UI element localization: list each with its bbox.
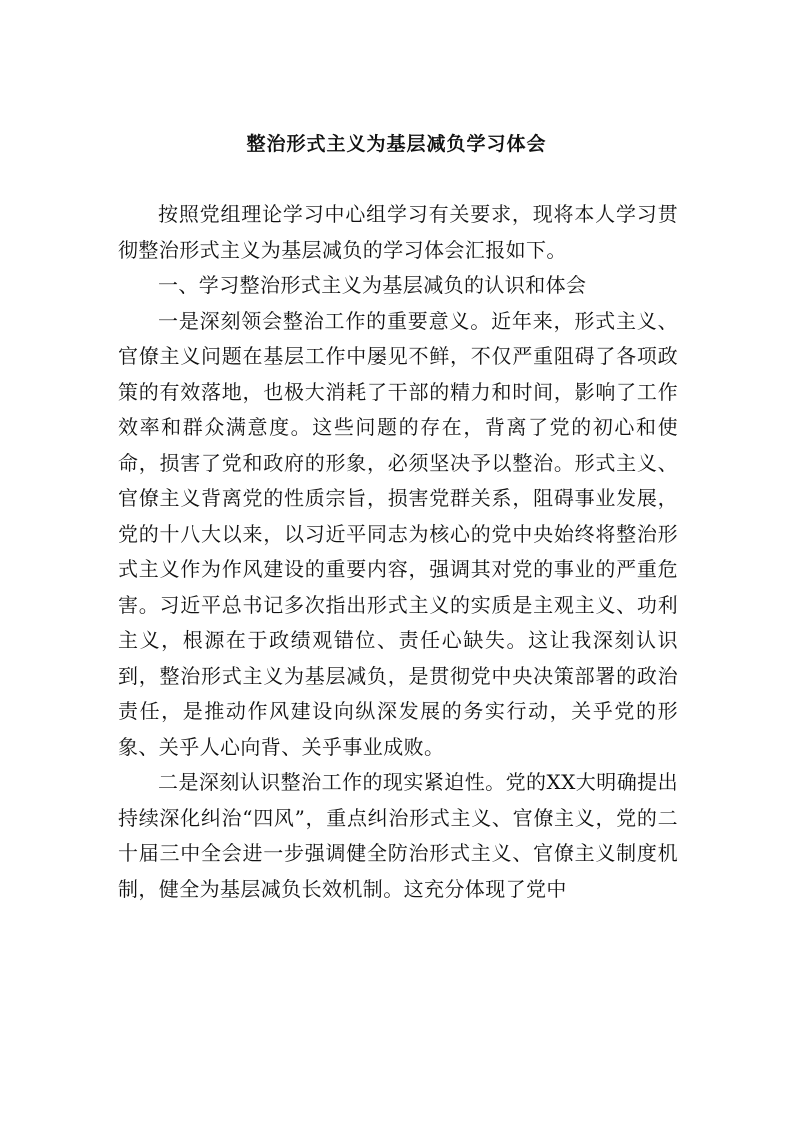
- document-title: 整治形式主义为基层减负学习体会: [246, 133, 547, 155]
- paragraph-point-1: 一是深刻领会整治工作的重要意义。近年来，形式主义、官僚主义问题在基层工作中屡见不鲜，不仅严重阻碍了各项政策的有效落地，也极大消耗了干部的精力和时间，影响了工作效率和群众满意度。这些问题的存在，背离了党的初心和使命，损害了党和政府的形象，必须坚决予以整治。形式主义、官僚主义背离党的性质宗旨，损害党群关系，阻碍事业发展，党的十八大以来，以习近平同志为核心的党中央始终将整治形式主义作为作风建设的重要内容，强调其对党的事业的严重危害。习近平总书记多次指出形式主义的实质是主观主义、功利主义，根源在于政绩观错位、责任心缺失。这让我深刻认识到，整治形式主义为基层减负，是贯彻党中央决策部署的政治责任，是推动作风建设向纵深发展的务实行动，关乎党的形象、关乎人心向背、关乎事业成败。: [118, 308, 678, 759]
- document-body: [118, 197, 678, 907]
- section-heading-1: 一、学习整治形式主义为基层减负的认识和体会: [158, 273, 587, 297]
- paragraph-point-2: 二是深刻认识整治工作的现实紧迫性。党的XX大明确提出持续深化纠治“四风”，重点纠治形式主义、官僚主义，党的二十届三中全会进一步强调健全防治形式主义、官僚主义制度机制，健全为基层减负长效机制。这充分体现了党中: [118, 770, 678, 901]
- paragraph-intro: 按照党组理论学习中心组学习有关要求，现将本人学习贯彻整治形式主义为基层减负的学习体会汇报如下。: [118, 202, 678, 262]
